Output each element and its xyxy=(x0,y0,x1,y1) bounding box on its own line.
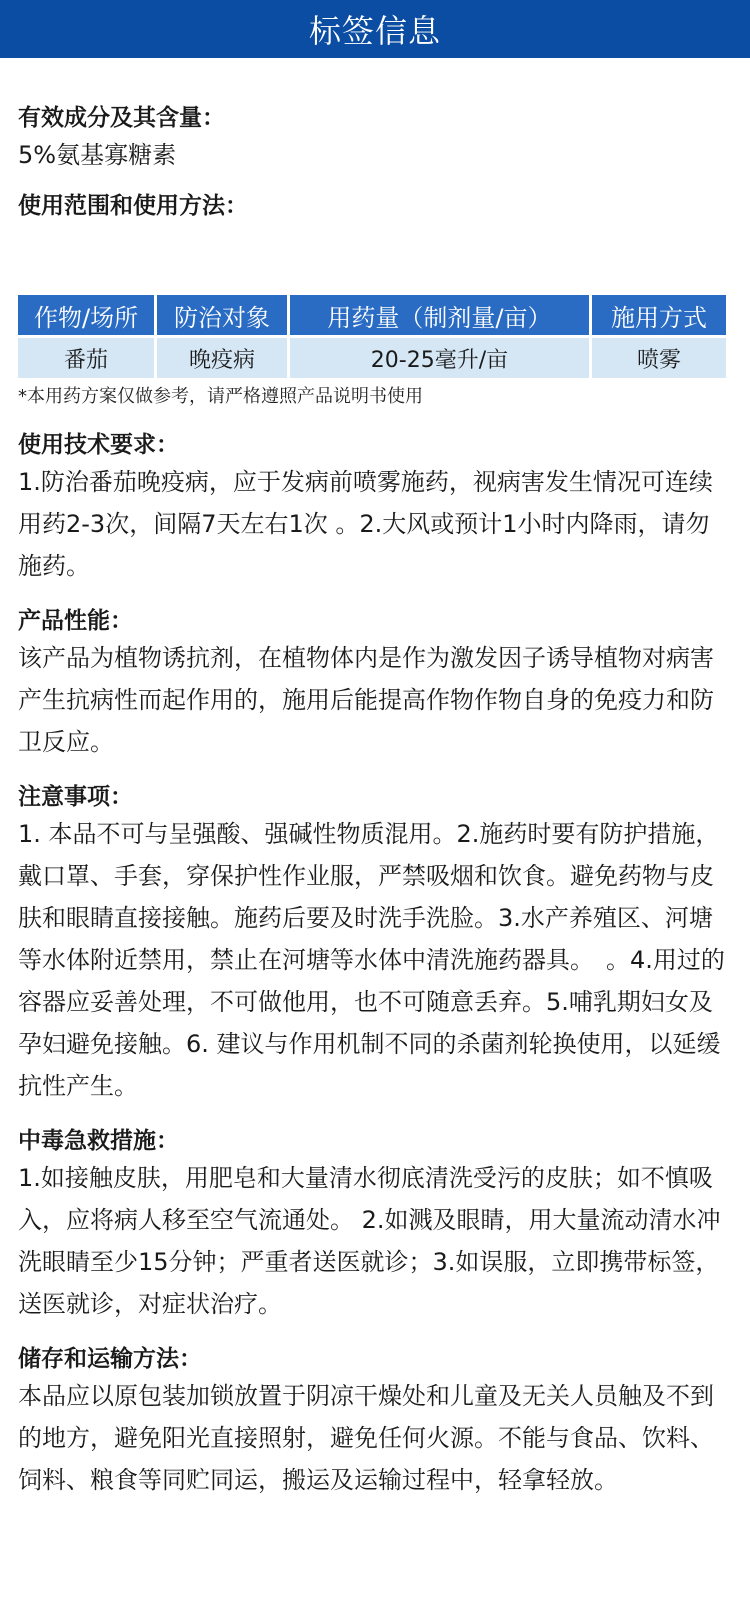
cell-dosage: 20-25毫升/亩 xyxy=(290,338,589,378)
cell-method: 喷雾 xyxy=(592,338,726,378)
usage-section xyxy=(18,190,732,222)
cell-crop: 番茄 xyxy=(18,338,154,378)
tech-requirements-title: 使用技术要求： xyxy=(18,432,179,458)
label-content xyxy=(0,102,750,1501)
precautions-body: 1. 本品不可与呈强酸、强碱性物质混用。2.施药时要有防护措施，戴口罩、手套，穿保护性作业服，严禁吸烟和饮食。避免药物与皮肤和眼睛直接接触。施药后要及时洗手洗脸。3.水产养殖区、河塘等水体附近禁用，禁止在河塘等水体中清洗施药器具。 。4.用过的容器应妥善处理，不可做他用，也不可随意丢弃。5.哺乳期妇女及孕妇避免接触。6. 建议与作用机制不同的杀菌剂轮换使用，以延缓抗性产生。 xyxy=(18,820,725,1100)
page-title: 标签信息 xyxy=(308,12,441,50)
first-aid-body: 1.如接触皮肤，用肥皂和大量清水彻底清洗受污的皮肤；如不慎吸入，应将病人移至空气流通处。 2.如溅及眼睛，用大量流动清水冲洗眼睛至少15分钟；严重者送医就诊；3.如误服，立即携带标签，送医就诊，对症状治疗。 xyxy=(18,1164,721,1318)
tech-requirements-section xyxy=(18,429,732,587)
performance-body: 该产品为植物诱抗剂，在植物体内是作为激发因子诱导植物对病害产生抗病性而起作用的，施用后能提高作物作物自身的免疫力和防卫反应。 xyxy=(18,644,714,756)
ingredient-value: 5%氨基寡糖素 xyxy=(18,141,177,169)
performance-title: 产品性能： xyxy=(18,608,133,634)
ingredient-title: 有效成分及其含量： xyxy=(18,105,225,131)
header-dosage: 用药量（制剂量/亩） xyxy=(290,295,589,335)
first-aid-section xyxy=(18,1125,732,1325)
storage-section xyxy=(18,1343,732,1501)
header-method: 施用方式 xyxy=(592,295,726,335)
storage-body: 本品应以原包装加锁放置于阴凉干燥处和儿童及无关人员触及不到的地方，避免阳光直接照射，避免任何火源。不能与食品、饮料、饲料、粮食等同贮同运，搬运及运输过程中，轻拿轻放。 xyxy=(18,1382,714,1494)
header-crop: 作物/场所 xyxy=(18,295,154,335)
table-note: *本用药方案仅做参考，请严格遵照产品说明书使用 xyxy=(18,386,423,407)
table-header-row xyxy=(18,295,726,335)
precautions-section xyxy=(18,781,732,1107)
tech-requirements-body: 1.防治番茄晚疫病，应于发病前喷雾施药，视病害发生情况可连续用药2-3次，间隔7天左右1次 。2.大风或预计1小时内降雨，请勿施药。 xyxy=(18,468,713,580)
header-target: 防治对象 xyxy=(157,295,287,335)
usage-title: 使用范围和使用方法： xyxy=(18,193,248,219)
usage-table xyxy=(15,292,729,381)
cell-target: 晚疫病 xyxy=(157,338,287,378)
storage-title: 储存和运输方法： xyxy=(18,1346,202,1372)
table-row xyxy=(18,338,726,378)
page-header xyxy=(0,0,750,58)
performance-section xyxy=(18,605,732,763)
precautions-title: 注意事项： xyxy=(18,784,133,810)
ingredient-section xyxy=(18,102,732,176)
first-aid-title: 中毒急救措施： xyxy=(18,1128,179,1154)
